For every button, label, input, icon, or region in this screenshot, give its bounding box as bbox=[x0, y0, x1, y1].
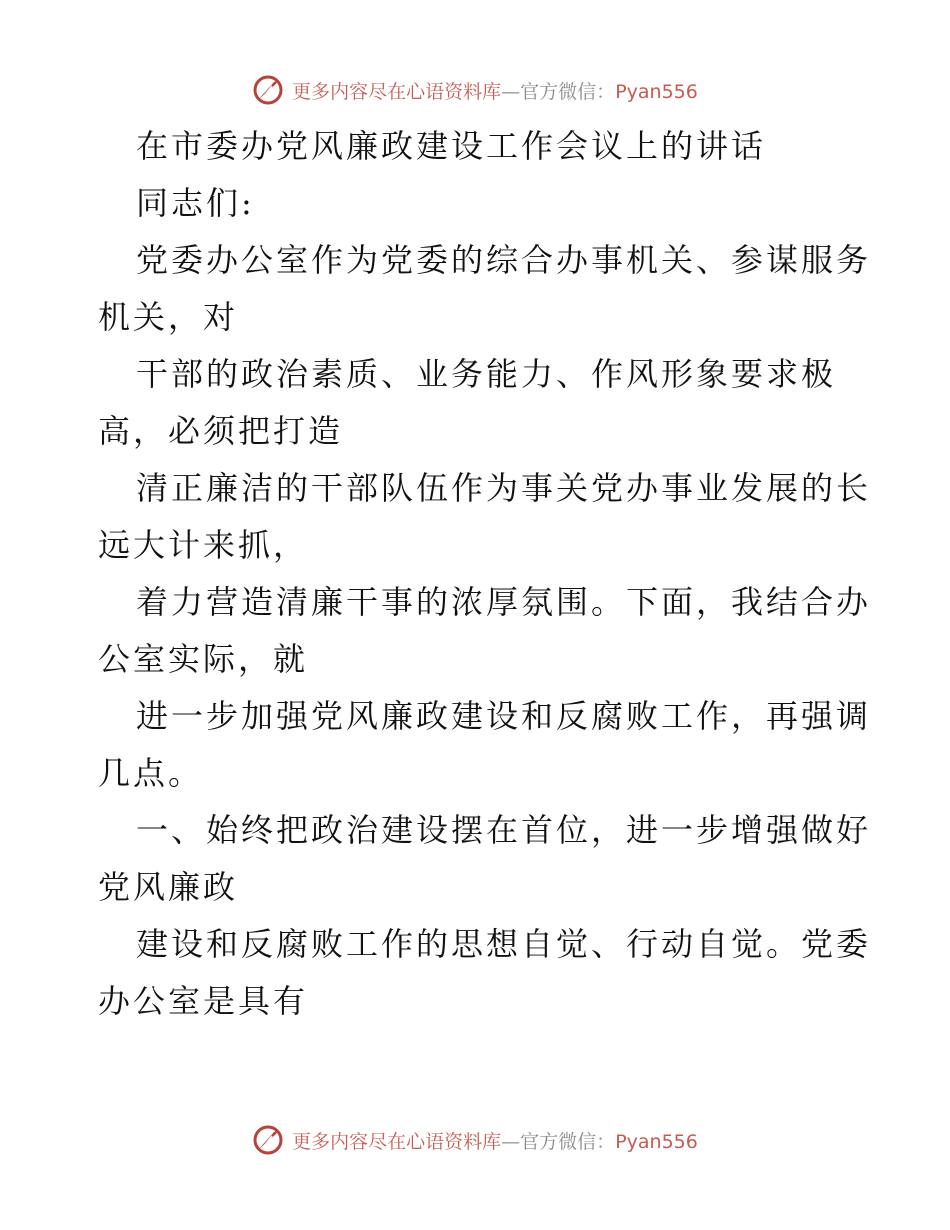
quill-pen-logo-icon bbox=[252, 1124, 284, 1156]
paragraph-line: 进一步加强党风廉政建设和反腐败工作，再强调 bbox=[136, 697, 872, 735]
paragraph-line: 同志们: bbox=[136, 184, 255, 222]
watermark-text bbox=[292, 1127, 698, 1154]
paragraph-line: 几点。 bbox=[98, 754, 204, 792]
watermark-wechat-id: Pyan556 bbox=[615, 80, 698, 103]
watermark-wechat-id: Pyan556 bbox=[615, 1130, 698, 1153]
quill-pen-logo-icon bbox=[252, 74, 284, 106]
watermark-dash: — bbox=[501, 1130, 521, 1153]
watermark-text bbox=[292, 77, 698, 104]
footer-watermark bbox=[0, 1122, 950, 1158]
document-body bbox=[98, 118, 872, 1030]
header-watermark bbox=[0, 72, 950, 108]
watermark-wechat-label: 官方微信： bbox=[520, 1130, 616, 1153]
paragraph-line: 建设和反腐败工作的思想自觉、行动自觉。党委 bbox=[136, 925, 872, 963]
paragraph-line: 干部的政治素质、业务能力、作风形象要求极 bbox=[136, 355, 837, 393]
paragraph-line: 着力营造清廉干事的浓厚氛围。下面，我结合办 bbox=[136, 583, 872, 621]
watermark-library: 更多内容尽在心语资料库 bbox=[292, 1130, 502, 1153]
paragraph-line: 远大计来抓， bbox=[98, 526, 309, 564]
watermark-wechat-label: 官方微信： bbox=[520, 80, 616, 103]
watermark-library: 更多内容尽在心语资料库 bbox=[292, 80, 502, 103]
paragraph-line: 一、始终把政治建设摆在首位，进一步增强做好 bbox=[136, 811, 872, 849]
paragraph-line: 党委办公室作为党委的综合办事机关、参谋服务 bbox=[136, 241, 872, 279]
watermark-dash: — bbox=[501, 80, 521, 103]
paragraph-line: 办公室是具有 bbox=[98, 982, 309, 1020]
paragraph-line: 高，必须把打造 bbox=[98, 412, 344, 450]
paragraph-line: 公室实际，就 bbox=[98, 640, 309, 678]
paragraph-line: 机关，对 bbox=[98, 298, 239, 336]
document-title: 在市委办党风廉政建设工作会议上的讲话 bbox=[136, 127, 767, 165]
paragraph-line: 清正廉洁的干部队伍作为事关党办事业发展的长 bbox=[136, 469, 872, 507]
paragraph-line: 党风廉政 bbox=[98, 868, 239, 906]
